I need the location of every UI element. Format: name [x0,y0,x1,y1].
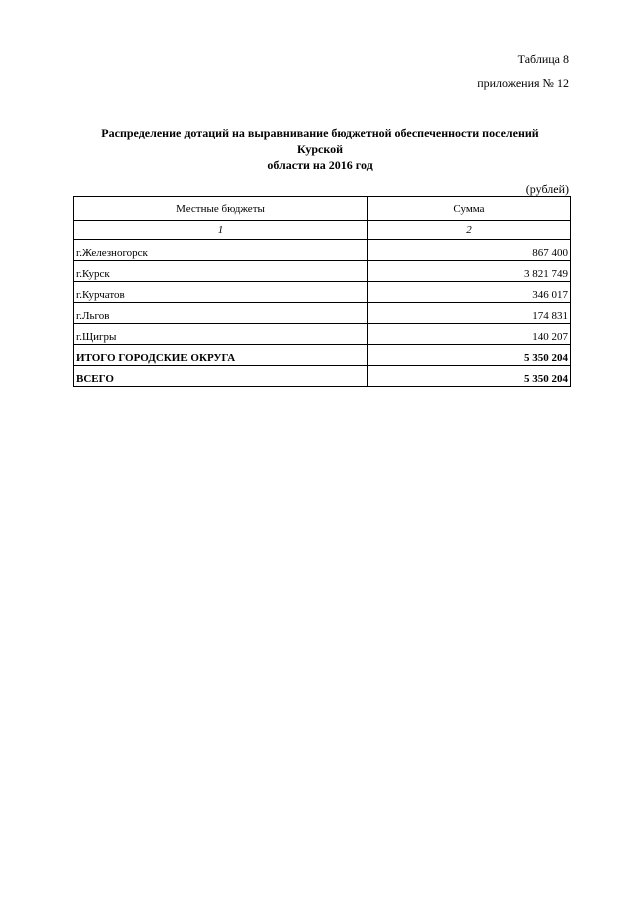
column-number-row [74,221,571,240]
units-label: (рублей) [525,182,569,196]
row-name: г.Щигры [74,324,368,345]
column-header-budgets: Местные бюджеты [74,197,368,221]
table-reference: Таблица 8 [517,52,569,66]
row-name: г.Курчатов [74,282,368,303]
row-sum: 3 821 749 [368,261,571,282]
total-name: ИТОГО ГОРОДСКИЕ ОКРУГА [74,345,368,366]
total-row-all [74,366,571,387]
row-sum: 346 017 [368,282,571,303]
table-row [74,240,571,261]
table-row [74,303,571,324]
appendix-reference: приложения № 12 [477,76,569,90]
table-header-row [74,197,571,221]
table-row [74,282,571,303]
document-title-line-1: Распределение дотаций на выравнивание бюджетной обеспеченности поселений Курской [101,126,539,156]
column-number-1: 1 [74,221,368,240]
table-row [74,324,571,345]
row-sum: 140 207 [368,324,571,345]
budget-table [73,196,571,387]
document-title-line-2: области на 2016 год [267,158,373,172]
column-number-2: 2 [368,221,571,240]
total-sum: 5 350 204 [368,345,571,366]
grand-total-sum: 5 350 204 [368,366,571,387]
row-name: г.Железногорск [74,240,368,261]
total-row-city-districts [74,345,571,366]
row-name: г.Льгов [74,303,368,324]
row-sum: 867 400 [368,240,571,261]
row-sum: 174 831 [368,303,571,324]
column-header-sum: Сумма [368,197,571,221]
row-name: г.Курск [74,261,368,282]
document-title [80,125,560,173]
grand-total-name: ВСЕГО [74,366,368,387]
table-row [74,261,571,282]
